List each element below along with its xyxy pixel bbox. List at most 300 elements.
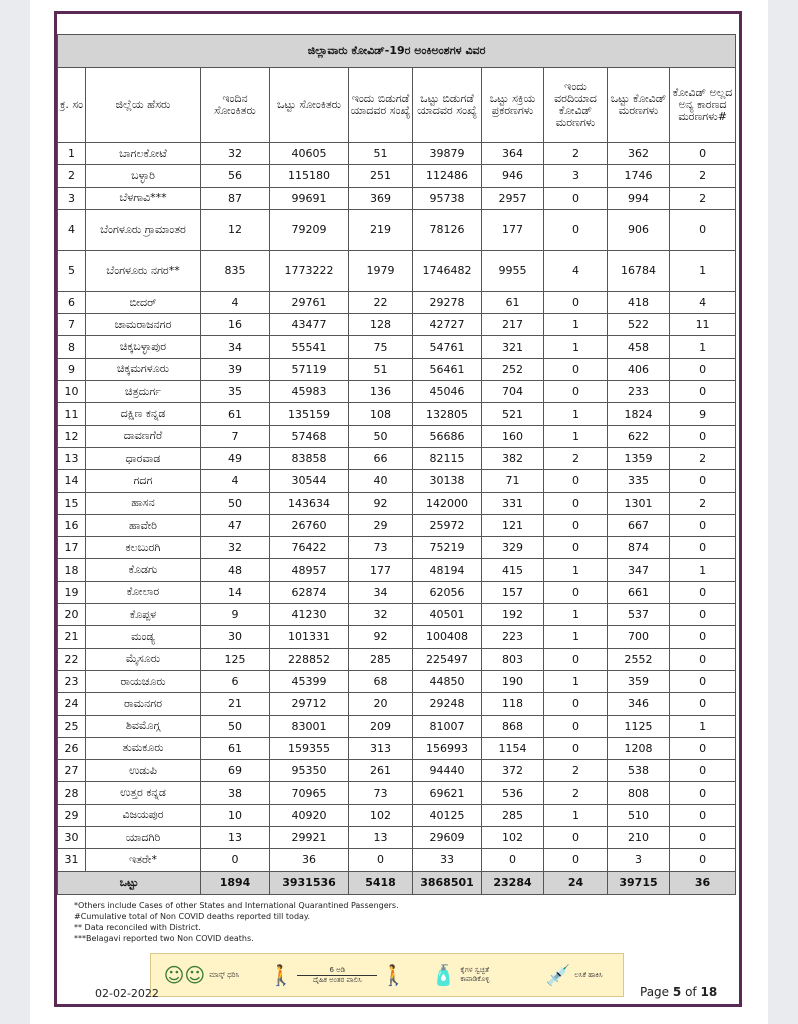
value-cell: 95350 — [270, 760, 349, 782]
value-cell: 0 — [670, 604, 736, 626]
value-cell: 21 — [201, 693, 270, 715]
serial-cell: 3 — [58, 187, 86, 209]
value-cell: 61 — [201, 737, 270, 759]
district-name-cell: ರಾಯಚೂರು — [86, 670, 201, 692]
serial-cell: 12 — [58, 425, 86, 447]
value-cell: 55541 — [270, 336, 349, 358]
value-cell: 56 — [201, 165, 270, 187]
value-cell: 536 — [482, 782, 544, 804]
district-name-cell: ಮೈಸೂರು — [86, 648, 201, 670]
table-row — [58, 693, 736, 715]
table-row — [58, 514, 736, 536]
value-cell: 41230 — [270, 604, 349, 626]
value-cell: 26760 — [270, 514, 349, 536]
serial-cell: 13 — [58, 447, 86, 469]
value-cell: 406 — [608, 358, 670, 380]
value-cell: 0 — [544, 358, 608, 380]
value-cell: 45399 — [270, 670, 349, 692]
value-cell: 0 — [670, 358, 736, 380]
district-name-cell: ಕಲಬುರಗಿ — [86, 537, 201, 559]
column-header: ಒಟ್ಟು ಬಿಡುಗಡೆ ಯಾದವರ ಸಂಖ್ಯೆ — [413, 68, 482, 143]
value-cell: 4 — [544, 250, 608, 291]
value-cell: 29278 — [413, 291, 482, 313]
serial-cell: 7 — [58, 314, 86, 336]
district-name-cell: ಬೆಳಗಾವಿ*** — [86, 187, 201, 209]
value-cell: 51 — [349, 358, 413, 380]
value-cell: 0 — [544, 827, 608, 849]
distance-segment — [268, 965, 406, 985]
serial-cell: 14 — [58, 470, 86, 492]
mask-segment — [164, 965, 244, 985]
value-cell: 47 — [201, 514, 270, 536]
value-cell: 6 — [201, 670, 270, 692]
total-row — [58, 871, 736, 894]
value-cell: 667 — [608, 514, 670, 536]
value-cell: 0 — [544, 291, 608, 313]
value-cell: 62056 — [413, 581, 482, 603]
value-cell: 225497 — [413, 648, 482, 670]
distance-arrow — [297, 975, 377, 976]
table-row — [58, 403, 736, 425]
value-cell: 76422 — [270, 537, 349, 559]
value-cell: 40501 — [413, 604, 482, 626]
total-label: ಒಟ್ಟು — [58, 871, 201, 894]
total-value-cell: 3868501 — [413, 871, 482, 894]
value-cell: 9 — [670, 403, 736, 425]
value-cell: 38 — [201, 782, 270, 804]
value-cell: 121 — [482, 514, 544, 536]
value-cell: 0 — [670, 670, 736, 692]
total-value-cell: 36 — [670, 871, 736, 894]
value-cell: 0 — [544, 381, 608, 403]
value-cell: 458 — [608, 336, 670, 358]
value-cell: 66 — [349, 447, 413, 469]
value-cell: 0 — [544, 537, 608, 559]
value-cell: 313 — [349, 737, 413, 759]
value-cell: 4 — [201, 291, 270, 313]
value-cell: 1 — [670, 250, 736, 291]
value-cell: 2 — [544, 447, 608, 469]
value-cell: 0 — [544, 492, 608, 514]
table-row — [58, 250, 736, 291]
column-header: ಒಟ್ಟು ಕೋವಿಡ್ ಮರಣಗಳು — [608, 68, 670, 143]
value-cell: 2 — [670, 165, 736, 187]
value-cell: 906 — [608, 209, 670, 250]
value-cell: 0 — [670, 737, 736, 759]
value-cell: 95738 — [413, 187, 482, 209]
serial-cell: 9 — [58, 358, 86, 380]
value-cell: 57119 — [270, 358, 349, 380]
value-cell: 1 — [670, 715, 736, 737]
table-row — [58, 849, 736, 871]
value-cell: 143634 — [270, 492, 349, 514]
value-cell: 0 — [670, 782, 736, 804]
page-current: 5 — [672, 985, 682, 999]
value-cell: 418 — [608, 291, 670, 313]
value-cell: 372 — [482, 760, 544, 782]
value-cell: 75 — [349, 336, 413, 358]
value-cell: 1 — [544, 314, 608, 336]
serial-cell: 30 — [58, 827, 86, 849]
value-cell: 1359 — [608, 447, 670, 469]
value-cell: 20 — [349, 693, 413, 715]
value-cell: 0 — [482, 849, 544, 871]
value-cell: 1 — [670, 559, 736, 581]
table-row — [58, 537, 736, 559]
serial-cell: 21 — [58, 626, 86, 648]
table-row — [58, 492, 736, 514]
value-cell: 115180 — [270, 165, 349, 187]
table-row — [58, 626, 736, 648]
district-name-cell: ಕೋಲಾರ — [86, 581, 201, 603]
value-cell: 0 — [670, 514, 736, 536]
table-row — [58, 804, 736, 826]
value-cell: 108 — [349, 403, 413, 425]
value-cell: 209 — [349, 715, 413, 737]
value-cell: 335 — [608, 470, 670, 492]
table-row — [58, 559, 736, 581]
value-cell: 11 — [670, 314, 736, 336]
value-cell: 83858 — [270, 447, 349, 469]
value-cell: 39879 — [413, 143, 482, 165]
value-cell: 56461 — [413, 358, 482, 380]
value-cell: 81007 — [413, 715, 482, 737]
total-value-cell: 24 — [544, 871, 608, 894]
value-cell: 0 — [670, 693, 736, 715]
value-cell: 29921 — [270, 827, 349, 849]
value-cell: 1301 — [608, 492, 670, 514]
value-cell: 0 — [544, 715, 608, 737]
value-cell: 946 — [482, 165, 544, 187]
value-cell: 156993 — [413, 737, 482, 759]
value-cell: 2 — [670, 492, 736, 514]
column-header: ಇಂದು ವರದಿಯಾದ ಕೋವಿಡ್ ಮರಣಗಳು — [544, 68, 608, 143]
value-cell: 4 — [670, 291, 736, 313]
value-cell: 622 — [608, 425, 670, 447]
value-cell: 62874 — [270, 581, 349, 603]
page-number — [640, 985, 717, 999]
value-cell: 75219 — [413, 537, 482, 559]
value-cell: 101331 — [270, 626, 349, 648]
safety-banner — [150, 953, 624, 997]
district-name-cell: ಹಾಸನ — [86, 492, 201, 514]
vaccine-segment — [545, 965, 610, 985]
value-cell: 42727 — [413, 314, 482, 336]
value-cell: 415 — [482, 559, 544, 581]
table-row — [58, 447, 736, 469]
value-cell: 160 — [482, 425, 544, 447]
table-row — [58, 827, 736, 849]
value-cell: 0 — [670, 425, 736, 447]
value-cell: 994 — [608, 187, 670, 209]
table-row — [58, 425, 736, 447]
value-cell: 223 — [482, 626, 544, 648]
value-cell: 0 — [544, 693, 608, 715]
serial-cell: 23 — [58, 670, 86, 692]
value-cell: 73 — [349, 537, 413, 559]
value-cell: 868 — [482, 715, 544, 737]
value-cell: 700 — [608, 626, 670, 648]
value-cell: 34 — [201, 336, 270, 358]
hands-text: ಕೈಗಳ ಸ್ವಚ್ಛತೆ ಕಾಪಾಡಿಕೊಳ್ಳಿ — [460, 966, 490, 983]
district-name-cell: ಉತ್ತರ ಕನ್ನಡ — [86, 782, 201, 804]
value-cell: 1154 — [482, 737, 544, 759]
value-cell: 56686 — [413, 425, 482, 447]
district-name-cell: ಧಾರವಾಡ — [86, 447, 201, 469]
value-cell: 71 — [482, 470, 544, 492]
value-cell: 61 — [201, 403, 270, 425]
table-row — [58, 358, 736, 380]
value-cell: 135159 — [270, 403, 349, 425]
value-cell: 57468 — [270, 425, 349, 447]
table-row — [58, 314, 736, 336]
page-of: of — [685, 985, 697, 999]
value-cell: 25972 — [413, 514, 482, 536]
value-cell: 99691 — [270, 187, 349, 209]
district-name-cell: ದಾವಣಗೆರೆ — [86, 425, 201, 447]
column-header: ಒಟ್ಟು ಸೋಂಕಿತರು — [270, 68, 349, 143]
district-name-cell: ಕೊಡಗು — [86, 559, 201, 581]
value-cell: 36 — [270, 849, 349, 871]
column-headers — [58, 68, 736, 143]
value-cell: 0 — [670, 470, 736, 492]
table-row — [58, 209, 736, 250]
value-cell: 48957 — [270, 559, 349, 581]
value-cell: 12 — [201, 209, 270, 250]
value-cell: 87 — [201, 187, 270, 209]
value-cell: 30138 — [413, 470, 482, 492]
value-cell: 285 — [482, 804, 544, 826]
page-total: 18 — [700, 985, 718, 999]
value-cell: 0 — [544, 581, 608, 603]
serial-cell: 26 — [58, 737, 86, 759]
value-cell: 78126 — [413, 209, 482, 250]
value-cell: 1 — [544, 403, 608, 425]
value-cell: 219 — [349, 209, 413, 250]
serial-cell: 1 — [58, 143, 86, 165]
district-name-cell: ಇತರೇ* — [86, 849, 201, 871]
value-cell: 50 — [201, 492, 270, 514]
value-cell: 34 — [349, 581, 413, 603]
value-cell: 112486 — [413, 165, 482, 187]
value-cell: 40 — [349, 470, 413, 492]
column-header: ಇಂದಿನ ಸೋಂಕಿತರು — [201, 68, 270, 143]
value-cell: 0 — [670, 209, 736, 250]
value-cell: 251 — [349, 165, 413, 187]
person-icon: 🚶 — [268, 963, 294, 987]
value-cell: 0 — [349, 849, 413, 871]
serial-cell: 25 — [58, 715, 86, 737]
value-cell: 369 — [349, 187, 413, 209]
vaccine-text: ಲಸಿಕೆ ಹಾಕಿಸಿ — [574, 970, 603, 979]
value-cell: 9955 — [482, 250, 544, 291]
serial-cell: 28 — [58, 782, 86, 804]
value-cell: 159355 — [270, 737, 349, 759]
table-row — [58, 291, 736, 313]
value-cell: 69 — [201, 760, 270, 782]
value-cell: 0 — [544, 849, 608, 871]
value-cell: 92 — [349, 626, 413, 648]
value-cell: 190 — [482, 670, 544, 692]
district-name-cell: ಬೆಂಗಳೂರು ಗ್ರಾಮಾಂತರ — [86, 209, 201, 250]
value-cell: 1 — [544, 804, 608, 826]
table-row — [58, 581, 736, 603]
distance-text: ದೈಹಿಕ ಅಂತರ ಪಾಲಿಸಿ — [313, 975, 362, 984]
value-cell: 1 — [544, 559, 608, 581]
district-name-cell: ವಿಜಯಪುರ — [86, 804, 201, 826]
value-cell: 1 — [544, 425, 608, 447]
value-cell: 1 — [670, 336, 736, 358]
value-cell: 228852 — [270, 648, 349, 670]
value-cell: 364 — [482, 143, 544, 165]
table-row — [58, 604, 736, 626]
value-cell: 16 — [201, 314, 270, 336]
value-cell: 538 — [608, 760, 670, 782]
serial-cell: 31 — [58, 849, 86, 871]
value-cell: 382 — [482, 447, 544, 469]
district-name-cell: ಯಾದಗಿರಿ — [86, 827, 201, 849]
value-cell: 7 — [201, 425, 270, 447]
value-cell: 1208 — [608, 737, 670, 759]
value-cell: 50 — [201, 715, 270, 737]
value-cell: 346 — [608, 693, 670, 715]
value-cell: 40125 — [413, 804, 482, 826]
value-cell: 1 — [544, 336, 608, 358]
value-cell: 82115 — [413, 447, 482, 469]
value-cell: 0 — [670, 849, 736, 871]
value-cell: 331 — [482, 492, 544, 514]
value-cell: 3 — [608, 849, 670, 871]
total-value-cell: 23284 — [482, 871, 544, 894]
value-cell: 69621 — [413, 782, 482, 804]
value-cell: 1746 — [608, 165, 670, 187]
value-cell: 835 — [201, 250, 270, 291]
serial-cell: 16 — [58, 514, 86, 536]
district-name-cell: ರಾಮನಗರ — [86, 693, 201, 715]
serial-cell: 19 — [58, 581, 86, 603]
value-cell: 177 — [482, 209, 544, 250]
value-cell: 874 — [608, 537, 670, 559]
value-cell: 14 — [201, 581, 270, 603]
value-cell: 1824 — [608, 403, 670, 425]
district-name-cell: ಚಿಕ್ಕಬಳ್ಳಾಪುರ — [86, 336, 201, 358]
value-cell: 3 — [544, 165, 608, 187]
value-cell: 128 — [349, 314, 413, 336]
value-cell: 118 — [482, 693, 544, 715]
value-cell: 32 — [201, 143, 270, 165]
handwash-segment — [431, 965, 520, 985]
serial-cell: 8 — [58, 336, 86, 358]
value-cell: 30 — [201, 626, 270, 648]
syringe-icon: 💉 — [545, 963, 571, 987]
value-cell: 10 — [201, 804, 270, 826]
column-header: ಇಂದು ಬಿಡುಗಡೆ ಯಾದವರ ಸಂಖ್ಯೆ — [349, 68, 413, 143]
district-name-cell: ಬೀದರ್ — [86, 291, 201, 313]
value-cell: 45046 — [413, 381, 482, 403]
value-cell: 0 — [544, 187, 608, 209]
value-cell: 48 — [201, 559, 270, 581]
value-cell: 2 — [670, 187, 736, 209]
value-cell: 70965 — [270, 782, 349, 804]
value-cell: 92 — [349, 492, 413, 514]
footnote: *Others include Cases of other States and International Quarantined Passengers. — [74, 901, 399, 910]
value-cell: 50 — [349, 425, 413, 447]
value-cell: 0 — [670, 143, 736, 165]
mask-text: ಮಾಸ್ಕ್ ಧರಿಸಿ — [209, 970, 240, 979]
value-cell: 521 — [482, 403, 544, 425]
district-covid-table — [57, 34, 736, 895]
value-cell: 30544 — [270, 470, 349, 492]
value-cell: 359 — [608, 670, 670, 692]
value-cell: 33 — [413, 849, 482, 871]
value-cell: 1125 — [608, 715, 670, 737]
value-cell: 29609 — [413, 827, 482, 849]
value-cell: 210 — [608, 827, 670, 849]
table-row — [58, 381, 736, 403]
value-cell: 1 — [544, 626, 608, 648]
value-cell: 73 — [349, 782, 413, 804]
district-name-cell: ಕೊಪ್ಪಳ — [86, 604, 201, 626]
value-cell: 522 — [608, 314, 670, 336]
value-cell: 157 — [482, 581, 544, 603]
value-cell: 0 — [670, 537, 736, 559]
footnotes — [74, 900, 399, 944]
value-cell: 100408 — [413, 626, 482, 648]
district-name-cell: ಉಡುಪಿ — [86, 760, 201, 782]
column-header: ಕೋವಿಡ್ ಅಲ್ಲದ ಅನ್ಯ ಕಾರಣದ ಮರಣಗಳು# — [670, 68, 736, 143]
serial-cell: 6 — [58, 291, 86, 313]
value-cell: 0 — [670, 804, 736, 826]
district-name-cell: ಬಾಗಲಕೋಟೆ — [86, 143, 201, 165]
value-cell: 39 — [201, 358, 270, 380]
value-cell: 0 — [670, 760, 736, 782]
district-name-cell: ಚಾಮರಾಜನಗರ — [86, 314, 201, 336]
value-cell: 0 — [544, 648, 608, 670]
value-cell: 1979 — [349, 250, 413, 291]
value-cell: 29712 — [270, 693, 349, 715]
district-name-cell: ತುಮಕೂರು — [86, 737, 201, 759]
value-cell: 0 — [201, 849, 270, 871]
serial-cell: 22 — [58, 648, 86, 670]
value-cell: 1746482 — [413, 250, 482, 291]
value-cell: 40605 — [270, 143, 349, 165]
serial-cell: 29 — [58, 804, 86, 826]
table-row — [58, 760, 736, 782]
table-row — [58, 187, 736, 209]
value-cell: 0 — [670, 626, 736, 648]
serial-cell: 5 — [58, 250, 86, 291]
value-cell: 261 — [349, 760, 413, 782]
value-cell: 132805 — [413, 403, 482, 425]
report-date: 02-02-2022 — [95, 987, 159, 1000]
district-name-cell: ಬೆಂಗಳೂರು ನಗರ** — [86, 250, 201, 291]
value-cell: 510 — [608, 804, 670, 826]
serial-cell: 2 — [58, 165, 86, 187]
table-row — [58, 648, 736, 670]
table-row — [58, 782, 736, 804]
table-row — [58, 737, 736, 759]
value-cell: 2 — [670, 447, 736, 469]
district-name-cell: ಶಿವಮೊಗ್ಗ — [86, 715, 201, 737]
value-cell: 40920 — [270, 804, 349, 826]
serial-cell: 10 — [58, 381, 86, 403]
value-cell: 54761 — [413, 336, 482, 358]
value-cell: 808 — [608, 782, 670, 804]
value-cell: 102 — [482, 827, 544, 849]
value-cell: 29761 — [270, 291, 349, 313]
value-cell: 13 — [201, 827, 270, 849]
district-name-cell: ಗದಗ — [86, 470, 201, 492]
